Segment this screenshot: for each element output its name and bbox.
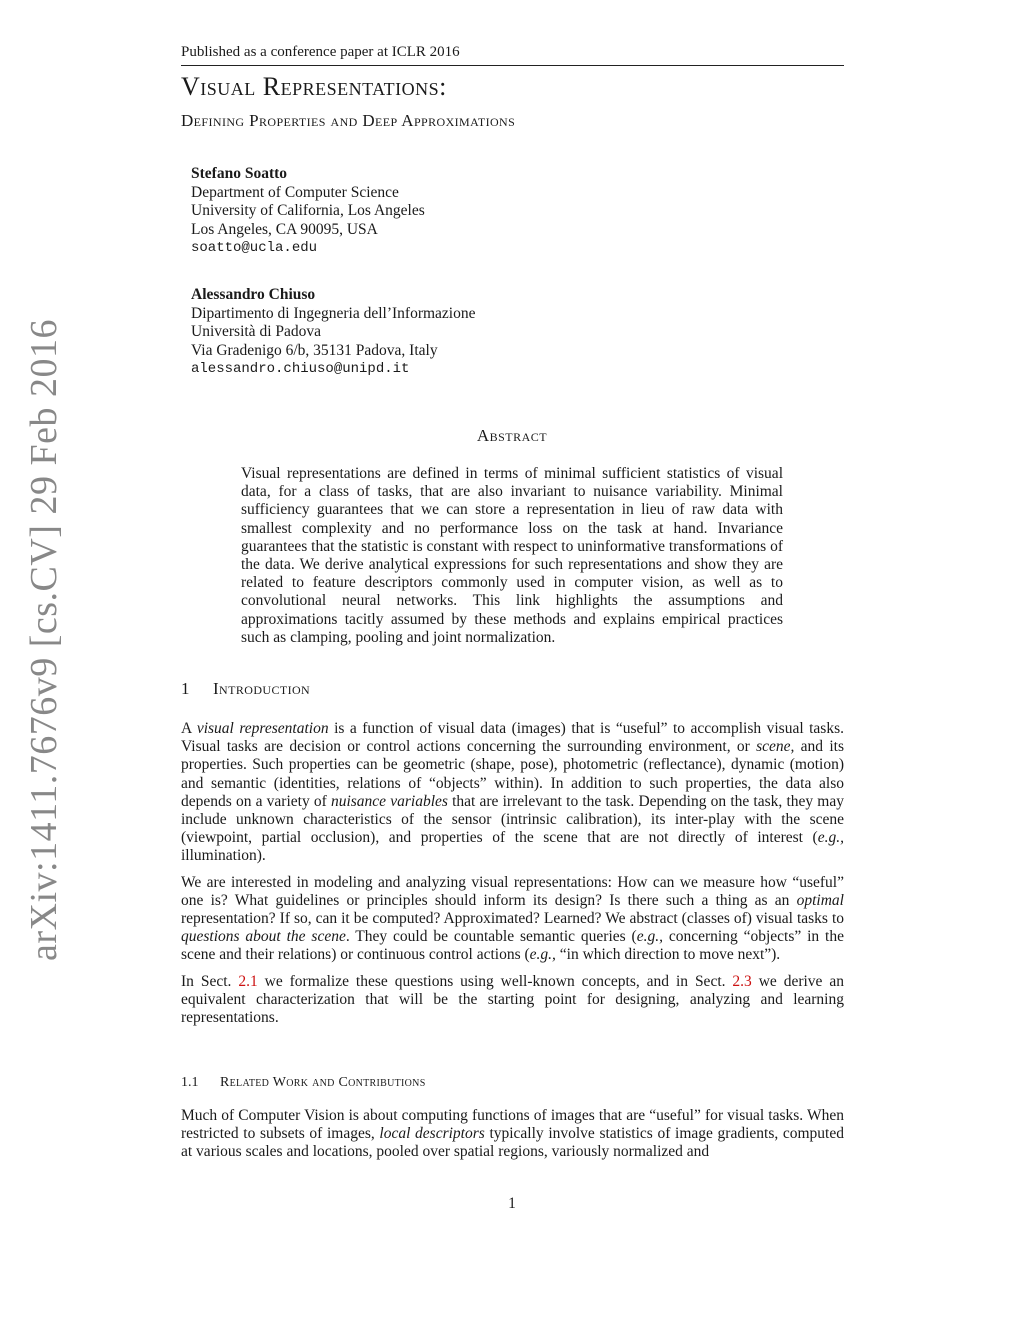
author-affiliation-line: Università di Padova [191,323,322,340]
section-number: 1 [181,679,190,698]
section-reference-link[interactable]: 2.3 [732,972,752,990]
author-block-2 [191,286,476,379]
author-name: Alessandro Chiuso [191,286,316,303]
page-number: 1 [508,1195,516,1212]
paragraph: A visual representation is a function of visual data (images) that is “useful” to accomplish visual tasks. Visual tasks are decision or control actions concerning the surrounding environment, or scene, and its properties. Such properties can be geometric (shape, pose), photometric (reflectance), dynamic (motion) and semantic (identities, relations of “objects” within). In addition to such properties, the data also depends on a variety of nuisance variables that are irrelevant to the task. Depending on the task, they may include unknown characteristics of the sensor (intrinsic calibration), its inter-play with the scene (viewpoint, partial occlusion), and properties of the scene that are not directly of interest (e.g., illumination). [181,720,844,865]
section-title: Introduction [213,679,311,698]
header-rule [181,65,844,66]
arxiv-identifier: arXiv:1411.7676v9 [cs.CV] 29 Feb 2016 [23,319,65,961]
subsection-number: 1.1 [181,1075,199,1090]
author-affiliation-line: Department of Computer Science [191,183,399,201]
related-work-body [181,1107,844,1170]
running-header: Published as a conference paper at ICLR 2016 [181,44,460,60]
author-email: alessandro.chiuso@unipd.it [191,361,410,377]
paragraph: In Sect. 2.1 we formalize these questions using well-known concepts, and in Sect. 2.3 we derive an equivalent characterization that will be the starting point for designing, analyzing and learning representations. [181,972,844,1027]
paragraph: Much of Computer Vision is about computing functions of images that are “useful” for visual tasks. When restricted to subsets of images, local descriptors typically involve statistics of image gradients, computed at various scales and locations, pooled over spatial regions, variously normalized and [181,1107,844,1161]
section-reference-link[interactable]: 2.1 [238,972,258,990]
paper-subtitle: Defining Properties and Deep Approximations [181,111,516,130]
subsection-heading-related-work [181,1075,426,1091]
author-block-1 [191,165,425,258]
author-affiliation-line: Dipartimento di Ingegneria dell’Informazione [191,304,476,322]
paragraph: We are interested in modeling and analyzing visual representations: How can we measure how “useful” one is? What guidelines or principles should inform its design? Is there such a thing as an optimal representation? If so, can it be computed? Approximated? Learned? We abstract (classes of) visual tasks to questions about the scene. They could be countable semantic queries (e.g., concerning “objects” in the scene and their relations) or continuous control actions (e.g., “in which direction to move next”). [181,873,844,964]
abstract-heading: Abstract [476,426,548,445]
subsection-title: Related Work and Contributions [220,1075,426,1090]
abstract-text: Visual representations are defined in terms of minimal sufficient statistics of visual data, for a class of tasks, that are also invariant to nuisance variability. Minimal sufficiency guarantees that we can store a representation in lieu of raw data with smallest complexity and no performance loss on the task at hand. Invariance guarantees that the statistic is constant with respect to uninformative transformations of the data. We derive analytical expressions for such representations and show they are related to feature descriptors commonly used in computer vision, as well as to convolutional neural networks. This link highlights the assumptions and approximations tacitly assumed by these methods and explains empirical practices such as clamping, pooling and joint normalization. [241,465,783,646]
author-affiliation-line: Los Angeles, CA 90095, USA [191,220,378,238]
author-name: Stefano Soatto [191,165,288,182]
section-heading-introduction [181,679,310,699]
author-affiliation-line: University of California, Los Angeles [191,202,425,219]
author-email: soatto@ucla.edu [191,240,318,256]
introduction-body [181,720,844,1035]
author-affiliation-line: Via Gradenigo 6/b, 35131 Padova, Italy [191,341,438,359]
paper-title: Visual Representations: [181,72,447,101]
